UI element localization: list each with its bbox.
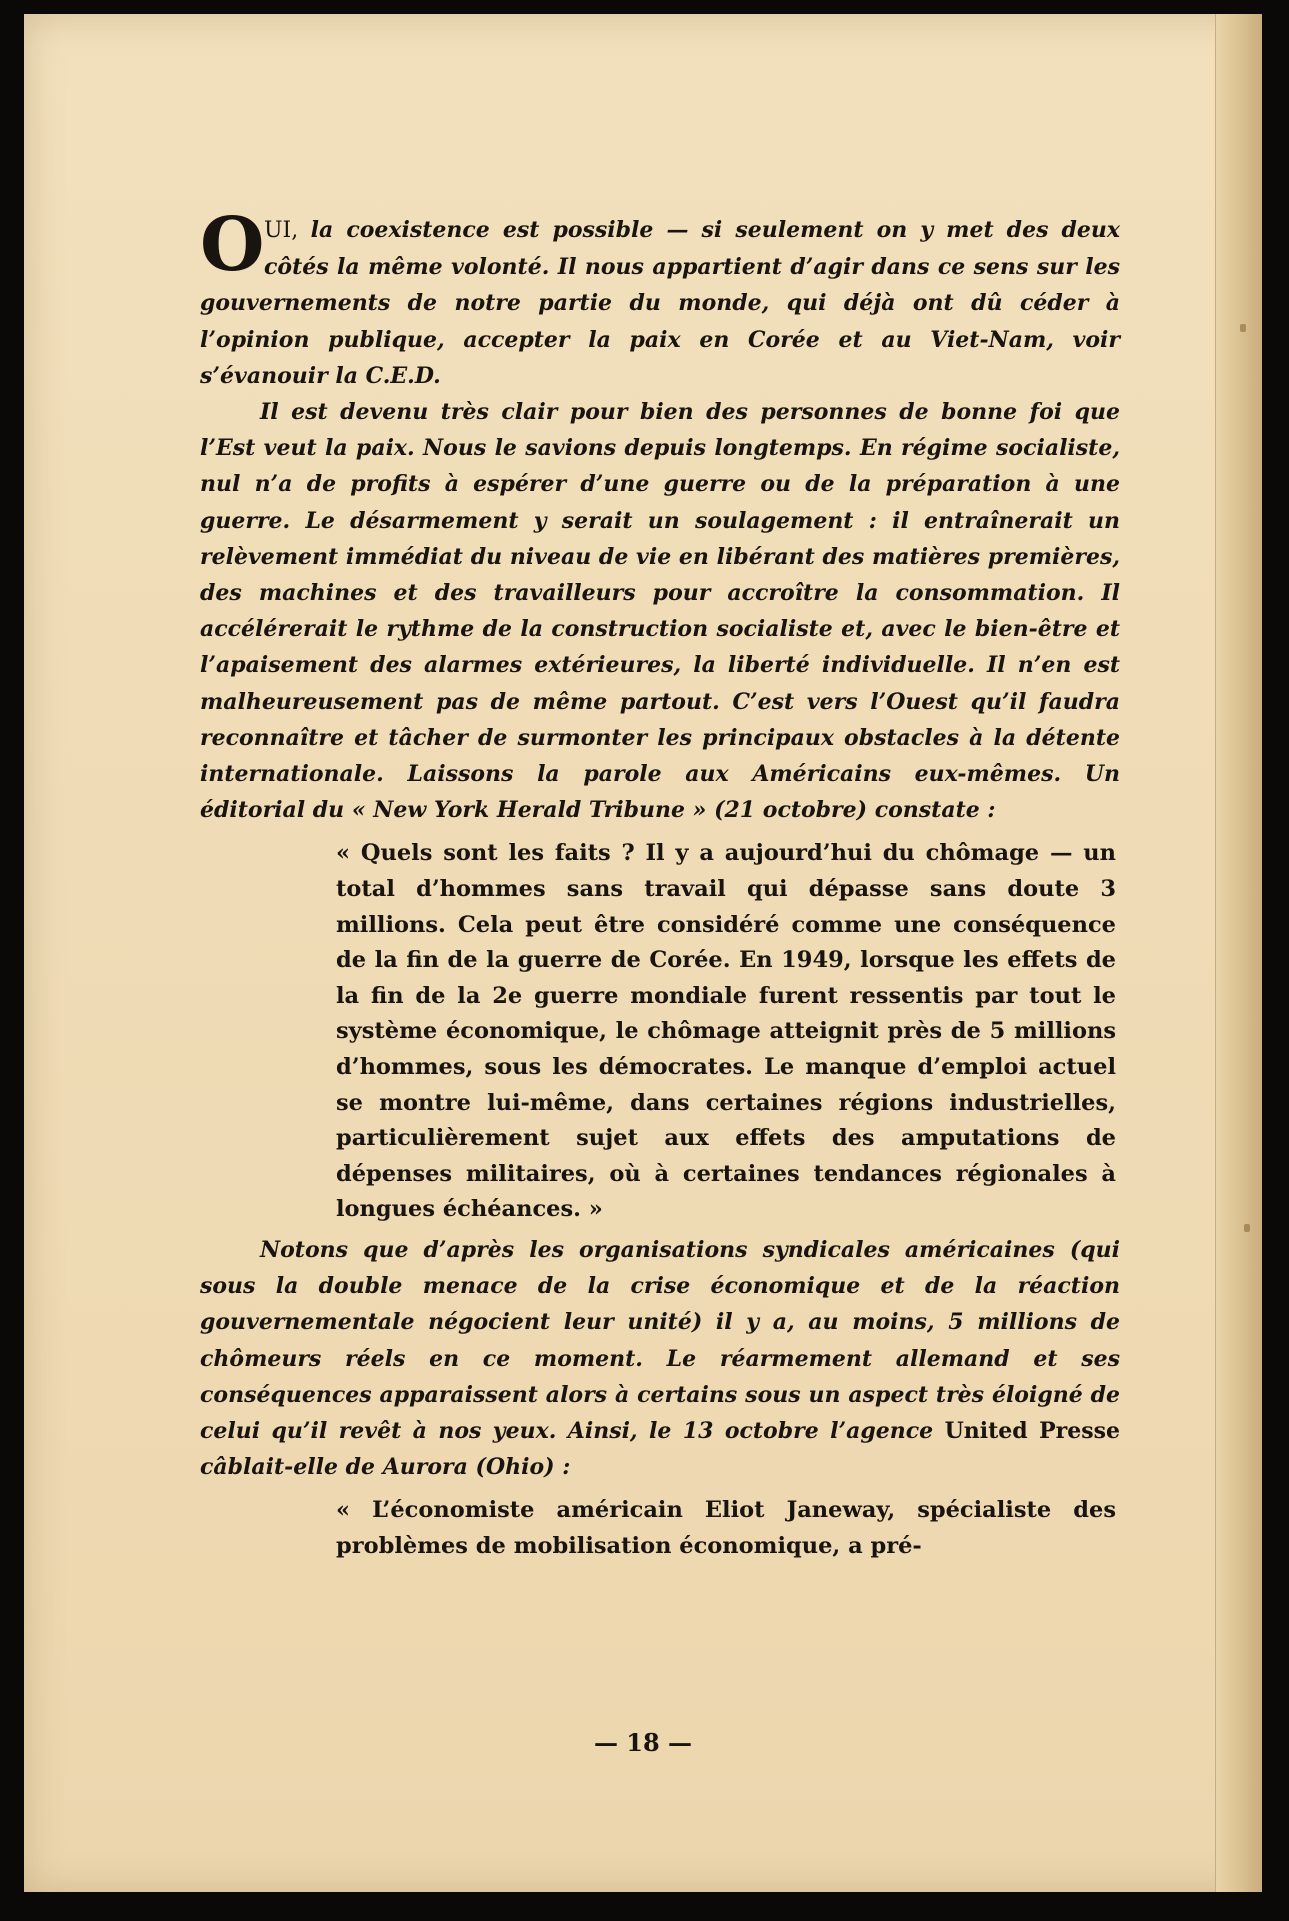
opening-word: UI, [264,218,311,243]
drop-cap: O [200,202,265,288]
paper-speck [1244,1224,1250,1232]
paragraph-unions [200,1232,1120,1485]
quote-herald-tribune: « Quels sont les faits ? Il y a aujourd’hui du chômage — un total d’hommes sans travail qui dépasse sans doute 3 millions. Cela peut être considéré comme une conséquence de la fin de la guerre de Corée. En 1949, lorsque les effets de la fin de la 2e guerre mondiale furent ressentis par tout le système économique, le chômage atteignit près de 5 millions d’hommes, sous les démocrates. Le manque d’emploi actuel se montre lui-même, dans certaines régions industrielles, particulièrement sujet aux effets des amputations de dépenses militaires, où à certaines tendances régionales à longues échéances. » [336,840,1116,1223]
paragraph-opening [200,202,1121,394]
page-number: — 18 — [593,1728,693,1757]
agency-name: United Presse [944,1418,1120,1444]
unions-text-end: câblait-elle de Aurora (Ohio) : [200,1454,571,1481]
unions-text: Notons que d’après les organisations syndicales américaines (qui sous la double menace de la crise économique et de la réaction gouvernementale négocient leur unité) il y a, au moins, 5 millions de chômeurs réels en ce moment. Le réarmement allemand et ses conséquences apparaissent alors à certains sous un aspect très éloigné de celui qu’il revêt à nos yeux. Ainsi, le 13 octobre l’agence [200,1236,1120,1444]
body-text [200,202,1121,1565]
opening-text: la coexistence est possible — si seulement on y met des deux côtés la même volonté. Il nous appartient d’agir dans ce sens sur les gouvernements de notre partie du monde, qui déjà ont dû céder à l’opinion publique, accepter la paix en Corée et au Viet-Nam, voir s’évanouir la C.E.D. [200,217,1121,389]
page-binding-edge [1215,14,1262,1892]
paper-speck [1240,324,1246,332]
book-page [24,14,1262,1892]
paragraph-east-west: Il est devenu très clair pour bien des personnes de bonne foi que l’Est veut la paix. Nous le savions depuis longtemps. En régime socialiste, nul n’a de profits à espérer d’une guerre ou de la préparation à une guerre. Le désarmement y serait un soulagement : il entraînerait un relèvement immédiat du niveau de vie en libérant des matières premières, des machines et des travailleurs pour accroître la consommation. Il accélérerait le rythme de la construction socialiste et, avec le bien-être et l’apaisement des alarmes extérieures, la liberté individuelle. Il n’en est malheureusement pas de même partout. C’est vers l’Ouest qu’il faudra reconnaître et tâcher de surmonter les principaux obstacles à la détente internationale. Laissons la parole aux Américains eux-mêmes. Un éditorial du « New York Herald Tribune » (21 octobre) constate : [200,399,1120,824]
quote-janeway: « L’économiste américain Eliot Janeway, spécialiste des problèmes de mobilisation économique, a pré- [336,1497,1116,1559]
